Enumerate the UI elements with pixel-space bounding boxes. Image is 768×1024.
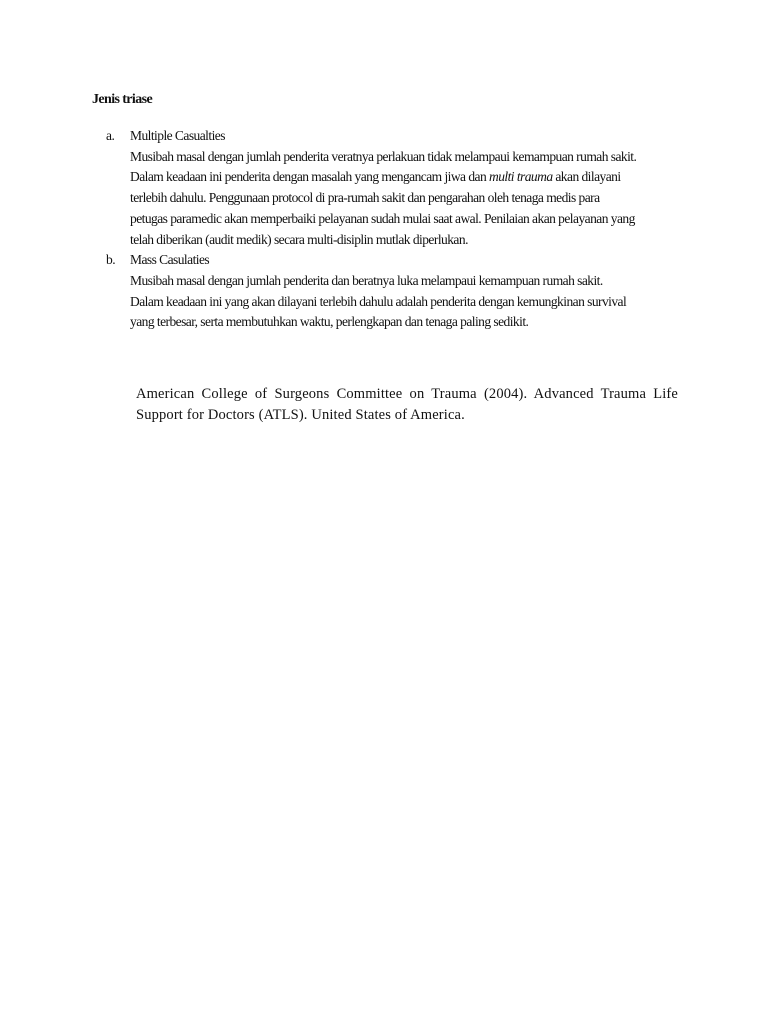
list-item-multiple-casualties — [106, 126, 686, 250]
item-text-line: yang terbesar, serta membutuhkan waktu, perlengkapan dan tenaga paling sedikit. — [130, 314, 529, 330]
item-text-line: terlebih dahulu. Penggunaan protocol di pra-rumah sakit dan pengarahan oleh tenaga medis para — [130, 190, 600, 206]
list-marker: b. — [106, 252, 116, 268]
italic-term: multi trauma — [489, 169, 553, 185]
triage-type-list — [106, 126, 686, 333]
list-item-mass-casualties — [106, 250, 686, 333]
item-title: Mass Casulaties — [130, 252, 210, 268]
item-title: Multiple Casualties — [130, 128, 225, 143]
item-text-line — [130, 167, 686, 188]
item-text-segment: akan dilayani — [552, 169, 621, 185]
reference-citation: American College of Surgeons Committee on Trauma (2004). Advanced Trauma Life Support for Doctors (ATLS). United States of America. — [136, 386, 678, 423]
item-text-line: Musibah masal dengan jumlah penderita dan beratnya luka melampaui kemampuan rumah sakit. — [130, 272, 603, 288]
item-text-segment: Dalam keadaan ini penderita dengan masalah yang mengancam jiwa dan — [130, 169, 489, 185]
item-text-line: Musibah masal dengan jumlah penderita veratnya perlakuan tidak melampaui kemampuan rumah sakit. — [130, 148, 637, 164]
section-heading: Jenis triase — [92, 92, 153, 107]
item-text-line: petugas paramedic akan memperbaiki pelayanan sudah mulai saat awal. Penilaian akan pelayanan yang — [130, 210, 635, 226]
item-text-line: telah diberikan (audit medik) secara multi-disiplin mutlak diperlukan. — [130, 231, 468, 247]
item-text-line: Dalam keadaan ini yang akan dilayani terlebih dahulu adalah penderita dengan kemungkinan survival — [130, 293, 627, 309]
list-marker: a. — [106, 128, 115, 143]
